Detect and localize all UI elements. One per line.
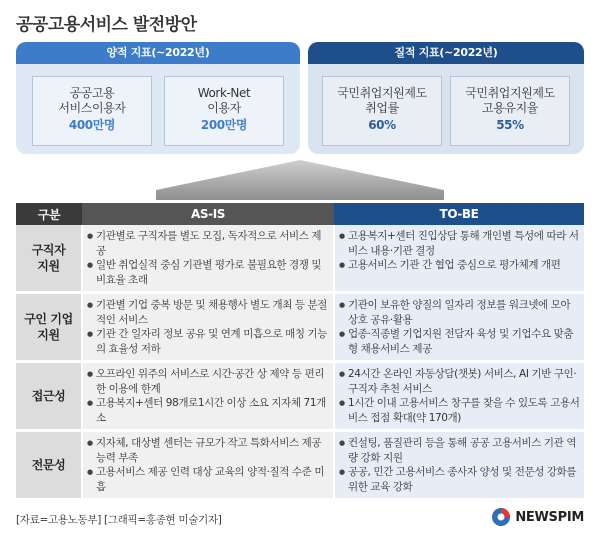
page-title: 공공고용서비스 발전방안 [16,15,197,35]
list-item: ● 고용복지+센터 진입상담 통해 개인별 특성에 따라 서비스 내용·기관 결정 [339,229,580,258]
list-item: ● 오프라인 위주의 서비스로 시간·공간 상 제약 등 편리한 이용에 한계 [87,367,329,396]
card-label: 고용유지율 [482,101,538,115]
list-item: ● 기관별로 구직자를 별도 모집, 독자적으로 서비스 제공 [87,229,329,258]
asis-cell [82,431,334,500]
asis-cell [82,293,334,362]
list-item: ● 기관별 기업 중복 방문 및 채용행사 별도 개최 등 분절적인 서비스 [87,298,329,327]
source-credit: [자료=고용노동부] [그래픽=홍종현 미술기자] [16,514,222,526]
card-value: 200만명 [200,118,248,132]
card-value: 60% [368,118,396,132]
list-item: ● 1시간 이내 고용서비스 창구를 찾을 수 있도록 고용서비스 접점 확대(약 170개) [339,396,580,425]
list-item: ● 고용서비스 제공 인력 대상 교육의 양적·질적 수준 미흡 [87,465,329,494]
list-item: ● 24시간 온라인 자동상담(챗봇) 서비스, AI 기반 구인·구직자 추천 서비스 [339,367,580,396]
list-item: ● 컨설팅, 품질관리 등을 통해 공공 고용서비스 기관 역량 강화 지원 [339,436,580,465]
qualitative-panel [308,42,584,154]
qualitative-header: 질적 지표(~2022년) [308,42,584,64]
header-category: 구분 [16,203,82,225]
tobe-cell [334,362,584,431]
row-category: 구인 기업 지원 [16,293,82,362]
newspim-logo [491,507,584,527]
list-item: ● 지자체, 대상별 센터는 규모가 작고 특화서비스 제공능력 부족 [87,436,329,465]
row-category: 전문성 [16,431,82,500]
row-category: 접근성 [16,362,82,431]
list-item: ● 일반 취업실적 중심 기관별 평가로 불필요한 경쟁 및 비효율 초래 [87,258,329,287]
logo-text: NEWSPIM [515,509,584,525]
tobe-cell [334,431,584,500]
tobe-cell [334,293,584,362]
comparison-table [16,203,584,501]
list-item: ● 고용서비스 기관 간 협업 중심으로 평가체계 개편 [339,258,580,273]
qual-card-employment-rate [322,76,442,146]
header-tobe: TO-BE [334,203,584,225]
card-label: 이용자 [207,101,241,115]
list-item: ● 기관이 보유한 양질의 일자리 정보를 워크넷에 모아 상호 공유·활용 [339,298,580,327]
card-label: Work-Net [197,86,251,100]
table-row [16,293,584,362]
up-arrow-icon [16,158,584,200]
row-category: 구직자 지원 [16,225,82,293]
table-row [16,431,584,500]
card-value: 55% [496,118,524,132]
list-item: ● 고용복지+센터 98개로1시간 이상 소요 지자체 71개소 [87,396,329,425]
quant-card-worknet [164,76,284,146]
card-label: 국민취업지원제도 [465,86,555,100]
card-label: 취업률 [365,101,399,115]
quant-card-public-service [32,76,152,146]
card-value: 400만명 [68,118,116,132]
list-item: ● 업종·직종별 기업지원 전담자 육성 및 기업수요 맞춤형 채용서비스 제공 [339,327,580,356]
qual-card-retention-rate [450,76,570,146]
tobe-cell [334,225,584,293]
table-row [16,225,584,293]
card-label: 공공고용 [69,86,115,100]
card-label: 서비스이용자 [58,101,126,115]
card-label: 국민취업지원제도 [337,86,427,100]
quantitative-panel [16,42,300,154]
list-item: ● 공공, 민간 고용서비스 종사자 양성 및 전문성 강화를 위한 교육 강화 [339,465,580,494]
newspim-logo-icon [491,507,511,527]
asis-cell [82,362,334,431]
table-row [16,362,584,431]
header-asis: AS-IS [82,203,334,225]
quantitative-header: 양적 지표(~2022년) [16,42,300,64]
list-item: ● 기관 간 일자리 정보 공유 및 연계 미흡으로 매칭 기능의 효율성 저하 [87,327,329,356]
asis-cell [82,225,334,293]
